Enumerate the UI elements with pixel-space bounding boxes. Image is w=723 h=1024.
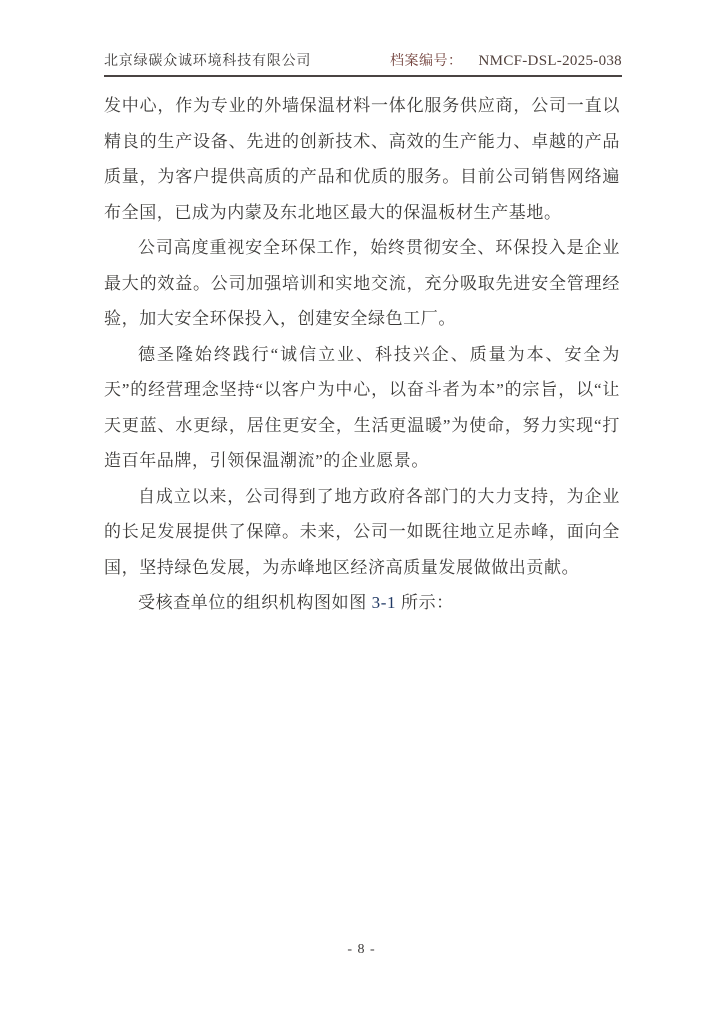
document-body (104, 88, 620, 621)
paragraph-company-intro: 发中心，作为专业的外墙保温材料一体化服务供应商，公司一直以精良的生产设备、先进的创新技术、高效的生产能力、卓越的产品质量，为客户提供高质的产品和优质的服务。目前公司销售网络遍布全国，已成为内蒙及东北地区最大的保温板材生产基地。 (104, 96, 620, 222)
page-header (104, 50, 622, 77)
header-company-name: 北京绿碳众诚环境科技有限公司 (104, 54, 312, 69)
page-footer (0, 940, 723, 958)
figure-reference-prefix: 受核查单位的组织机构图如图 (138, 593, 372, 612)
paragraph-business-philosophy: 德圣隆始终践行“诚信立业、科技兴企、质量为本、安全为天”的经营理念坚持“以客户为中心，以奋斗者为本”的宗旨，以“让天更蓝、水更绿，居住更安全，生活更温暖”为使命，努力实现“打造百年品牌，引领保温潮流”的企业愿景。 (104, 344, 620, 470)
paragraph-government-support: 自成立以来，公司得到了地方政府各部门的大力支持，为企业的长足发展提供了保障。未来，公司一如既往地立足赤峰，面向全国，坚持绿色发展，为赤峰地区经济高质量发展做做出贡献。 (104, 486, 620, 577)
paragraph-figure-reference (104, 585, 620, 621)
header-doc-number (390, 50, 622, 70)
doc-number-label: 档案编号： (390, 54, 463, 69)
page-number: - 8 - (347, 942, 376, 957)
figure-reference-link: 3-1 (371, 593, 397, 612)
doc-number-value: NMCF-DSL-2025-038 (478, 53, 622, 69)
figure-reference-suffix: 所示： (396, 593, 454, 612)
paragraph-safety-environment: 公司高度重视安全环保工作，始终贯彻安全、环保投入是企业最大的效益。公司加强培训和实地交流，充分吸取先进安全管理经验，加大安全环保投入，创建安全绿色工厂。 (104, 238, 620, 328)
